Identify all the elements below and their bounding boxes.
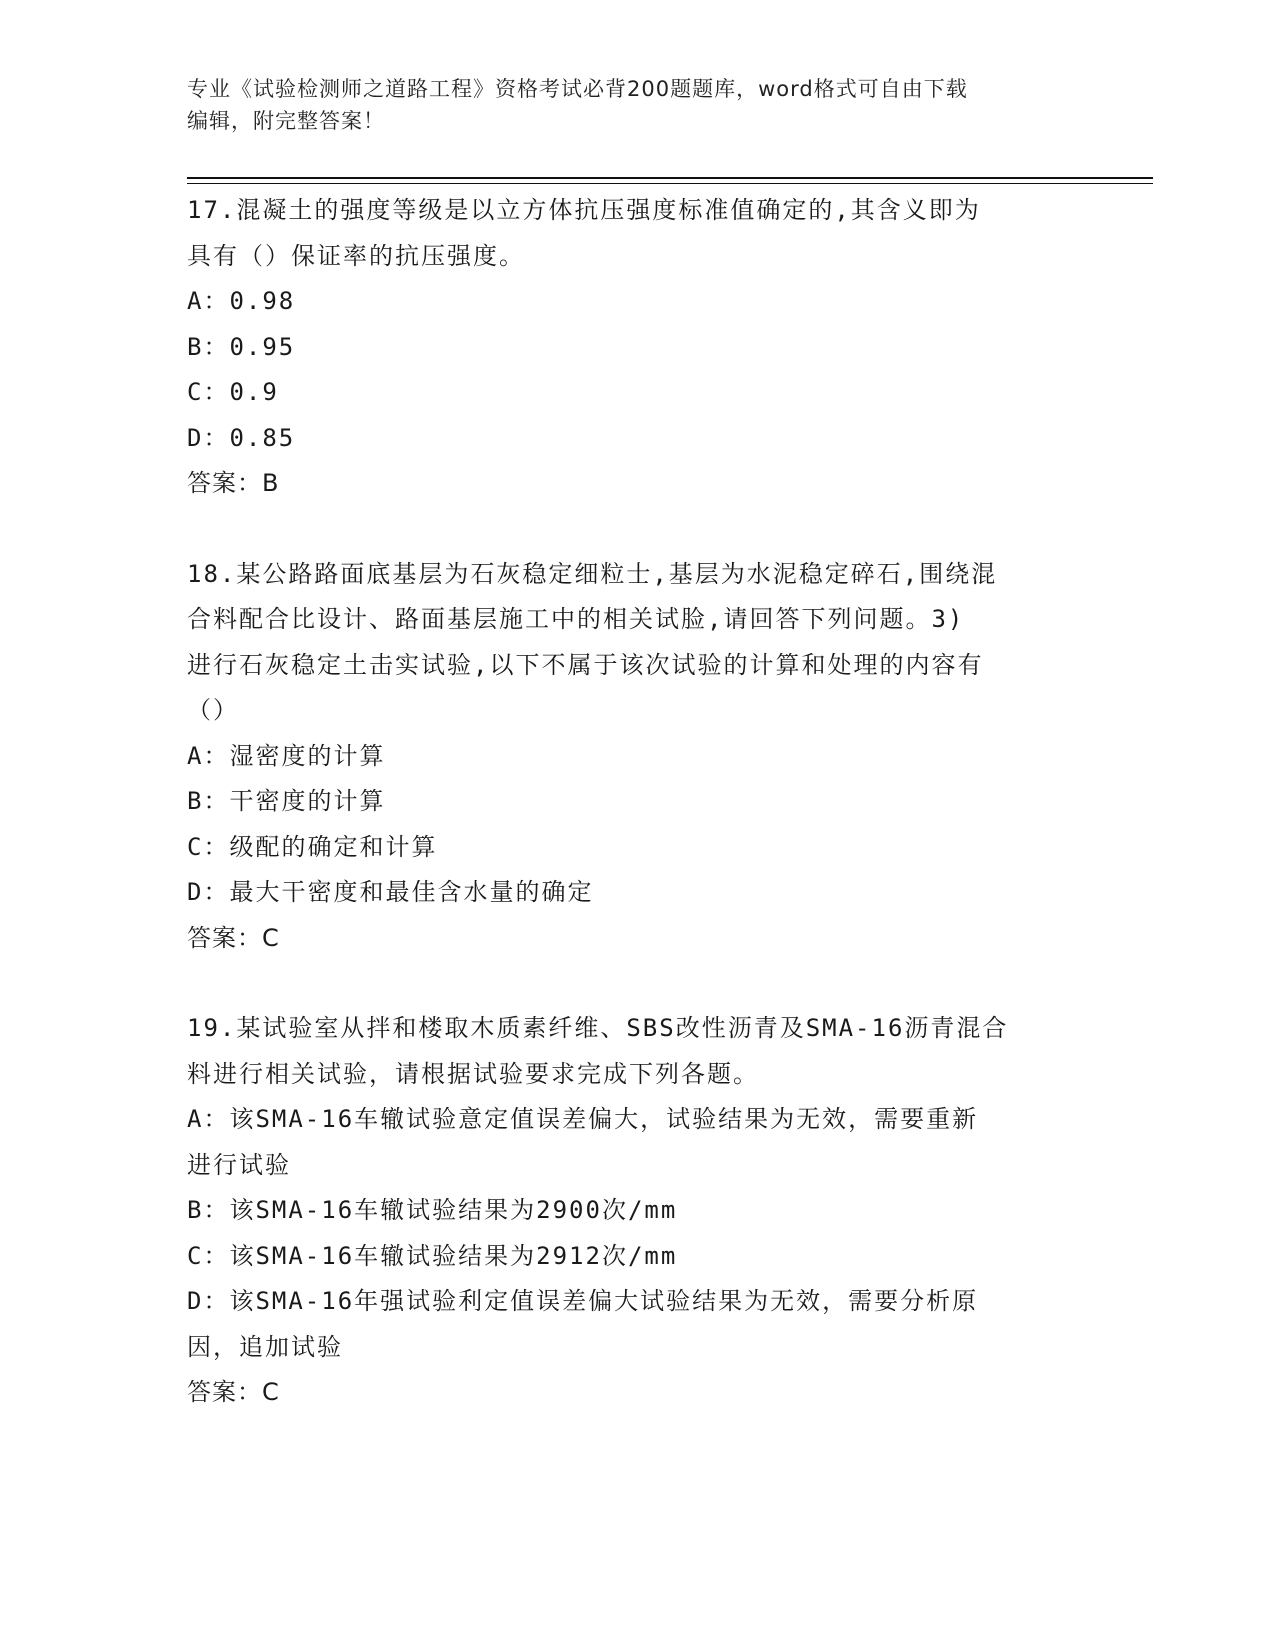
question-gap	[187, 507, 1087, 552]
question-stem-line: 18.某公路路面底基层为石灰稳定细粒士,基层为水泥稳定碎石,围绕混	[187, 559, 998, 588]
answer-line: 答案：C	[187, 923, 280, 952]
question-stem-line: 17.混凝土的强度等级是以立方体抗压强度标准值确定的,其含义即为	[187, 196, 981, 224]
option-a-continued: 进行试验	[187, 1150, 291, 1179]
question-gap	[187, 961, 1087, 1006]
question-stem-line: 进行石灰稳定土击实试验,以下不属于该次试验的计算和处理的内容有	[187, 650, 984, 679]
question-list	[187, 188, 1087, 1416]
option-b: B：该SMA-16车辙试验结果为2900次/mm	[187, 1196, 678, 1224]
question-stem-line: 具有（）保证率的抗压强度。	[187, 241, 525, 270]
question-17	[187, 188, 1087, 507]
option-c: C：0.9	[187, 378, 279, 406]
answer-line: 答案：C	[187, 1378, 280, 1406]
option-d-continued: 因，追加试验	[187, 1332, 343, 1361]
question-stem-line: 19.某试验室从拌和楼取木质素纤维、SBS改性沥青及SMA-16沥青混合	[187, 1014, 1009, 1042]
option-a: A：该SMA-16车辙试验意定值误差偏大，试验结果为无效，需要重新	[187, 1105, 979, 1133]
option-d: D：0.85	[187, 423, 296, 452]
header-line-1: 专业《试验检测师之道路工程》资格考试必背200题题库，word格式可自由下载	[187, 77, 968, 101]
question-stem-line: （）	[187, 696, 239, 724]
option-a: A：0.98	[187, 287, 296, 315]
option-d: D：最大干密度和最佳含水量的确定	[187, 878, 594, 906]
answer-line: 答案：B	[187, 469, 280, 497]
question-stem-line: 合料配合比设计、路面基层施工中的相关试脸,请回答下列问题。3)	[187, 605, 965, 633]
header-line-2: 编辑，附完整答案！	[187, 109, 385, 133]
question-18	[187, 552, 1087, 962]
header-rule-thick	[187, 177, 1153, 179]
option-b: B：0.95	[187, 332, 296, 361]
question-stem-line: 料进行相关试验，请根据试验要求完成下列各题。	[187, 1059, 759, 1088]
option-c: C：级配的确定和计算	[187, 832, 438, 861]
document-header	[187, 73, 1067, 137]
option-d: D：该SMA-16年强试验利定值误差偏大试验结果为无效，需要分析原	[187, 1287, 979, 1315]
option-a: A：湿密度的计算	[187, 741, 386, 770]
option-b: B：干密度的计算	[187, 787, 386, 815]
option-c: C：该SMA-16车辙试验结果为2912次/mm	[187, 1241, 678, 1270]
header-rule-thin	[187, 183, 1153, 184]
question-19	[187, 1006, 1087, 1416]
